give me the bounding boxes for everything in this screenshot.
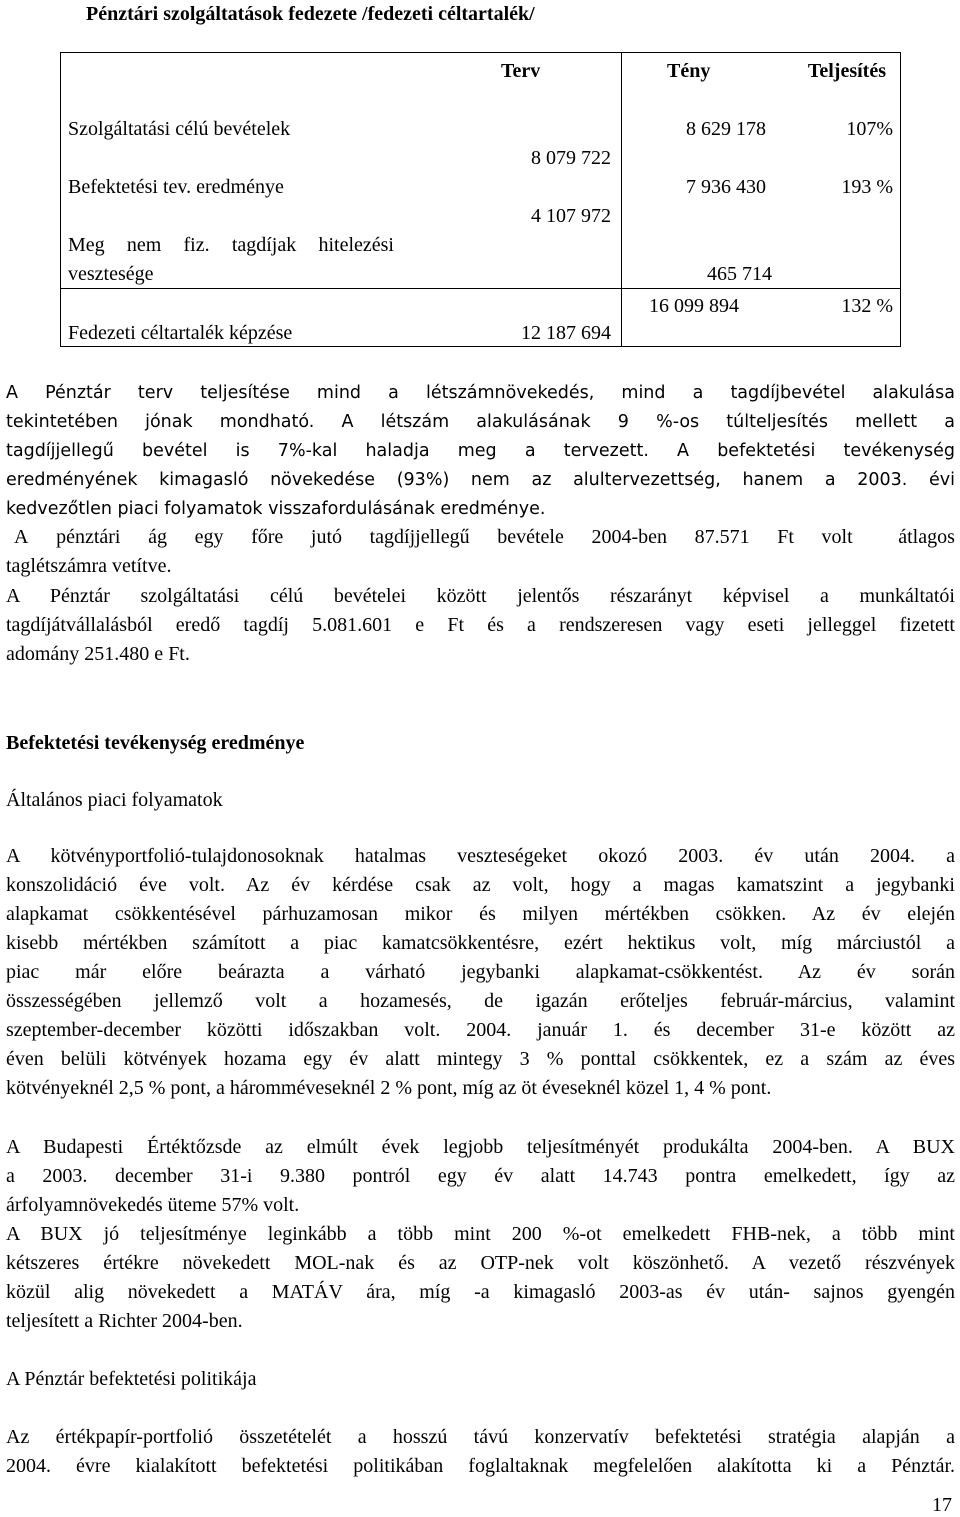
reserve-table [60, 52, 901, 347]
header-actual: Tény [667, 60, 711, 82]
text-line: szeptember-december közötti időszakban volt. 2004. január 1. és december 31-e között az [6, 1019, 955, 1041]
text-line: kisebb mértékben számított a piac kamatcsökkentésre, ezért hektikus volt, míg márciustól a [6, 932, 955, 954]
text-line: A kötvényportfolió-tulajdonosoknak hatalmas veszteségeket okozó 2003. év után 2004. a [6, 845, 955, 867]
text-line: adomány 251.480 e Ft. [6, 643, 190, 665]
text-line: taglétszámra vetítve. [6, 555, 172, 577]
table-divider [61, 288, 900, 289]
page-number: 17 [932, 1494, 952, 1516]
row-actual: 465 714 [707, 263, 772, 285]
text-line: eredményének kimagasló növekedése (93%) nem az alultervezettség, hanem a 2003. évi [6, 470, 955, 490]
subsection-title-market: Általános piaci folyamatok [6, 789, 223, 811]
text-line: 2004. évre kialakított befektetési politikában foglaltaknak megfelelően alakította ki a Pénztár. [6, 1455, 955, 1477]
text-line: kedvezőtlen piaci folyamatok visszafordulásának eredménye. [6, 499, 546, 519]
paragraph-plan-performance [6, 379, 955, 524]
row-actual: 8 629 178 [686, 118, 766, 140]
text-line: tekintetében jónak mondható. A létszám alakulásának 9 %-os túlteljesítés mellett a [6, 412, 955, 432]
row-label: Befektetési tev. eredménye [68, 176, 284, 198]
section-title-reserve: Pénztári szolgáltatások fedezete /fedezeti céltartalék/ [86, 3, 535, 25]
row-actual: 7 936 430 [686, 176, 766, 198]
text-line: alapkamat csökkentésével párhuzamosan mikor és milyen mértékben csökken. Az év elején [6, 903, 955, 925]
text-line: tagdíjjellegű bevétel is 7%-kal haladja meg a tervezett. A befektetési tevékenység [6, 441, 955, 461]
text-line: A Pénztár szolgáltatási célú bevételei között jelentős részarányt képvisel a munkáltatói [6, 585, 955, 607]
row-actual: 16 099 894 [649, 295, 739, 317]
row-plan: 12 187 694 [521, 322, 611, 344]
paragraph-portfolio [6, 1423, 955, 1481]
header-plan: Terv [501, 60, 541, 82]
row-performance: 193 % [841, 176, 893, 198]
paragraph-stock-exchange [6, 1133, 955, 1220]
text-line: a 2003. december 31-i 9.380 pontról egy év alatt 14.743 pontra emelkedett, így az [6, 1165, 955, 1187]
row-performance: 132 % [841, 295, 893, 317]
text-line: A pénztári ág egy főre jutó tagdíjjellegű bevétele 2004-ben 87.571 Ft volt átlagos [14, 526, 955, 548]
text-line: kétszeres értékre növekedett MOL-nak és az OTP-nek volt köszönhető. A vezető részvények [6, 1252, 955, 1274]
paragraph-bond-market [6, 842, 955, 1103]
row-label: Fedezeti céltartalék képzése [68, 322, 293, 344]
text-line: teljesített a Richter 2004-ben. [6, 1310, 243, 1332]
text-line: tagdíjátvállalásból eredő tagdíj 5.081.601 e Ft és a rendszeresen vagy eseti jelleggel fizetett [6, 614, 955, 636]
text-line: A Budapesti Értéktőzsde az elmúlt évek legjobb teljesítményét produkálta 2004-ben. A BUX [6, 1136, 955, 1158]
text-line: közül alig növekedett a MATÁV ára, míg -a kimagasló 2003-as év után- sajnos gyengén [6, 1281, 955, 1303]
row-performance: 107% [846, 118, 893, 140]
text-line: éven belüli kötvények hozama egy év alatt mintegy 3 % ponttal csökkentek, ez a szám az éves [6, 1048, 955, 1070]
subsection-title-policy: A Pénztár befektetési politikája [6, 1368, 257, 1390]
paragraph-bux-performance [6, 1220, 955, 1336]
paragraph-revenues [6, 582, 955, 669]
table-divider [621, 53, 622, 346]
row-label-line1: Meg nem fiz. tagdíjak hitelezési [68, 234, 394, 256]
text-line: kötvényeknél 2,5 % pont, a háromméveseknél 2 % pont, míg az öt éveseknél közel 1, 4 % pont. [6, 1077, 772, 1099]
header-performance: Teljesítés [807, 60, 886, 82]
text-line: A Pénztár terv teljesítése mind a létszámnövekedés, mind a tagdíjbevétel alakulása [6, 383, 955, 403]
section-title-investment: Befektetési tevékenység eredménye [6, 732, 305, 754]
row-plan: 8 079 722 [531, 147, 611, 169]
text-line: piac már előre beárazta a várható jegybanki alapkamat-csökkentést. Az év során [6, 961, 955, 983]
text-line: konszolidáció éve volt. Az év kérdése csak az volt, hogy a magas kamatszint a jegybanki [6, 874, 955, 896]
text-line: Az értékpapír-portfolió összetételét a hosszú távú konzervatív befektetési stratégia alapján a [6, 1426, 955, 1448]
row-plan: 4 107 972 [531, 205, 611, 227]
text-line: árfolyamnövekedés üteme 57% volt. [6, 1194, 300, 1216]
row-label: Szolgáltatási célú bevételek [68, 118, 291, 140]
paragraph-per-capita [6, 523, 955, 581]
row-label-line2: vesztesége [68, 263, 154, 285]
text-line: A BUX jó teljesítménye leginkább a több mint 200 %-ot emelkedett FHB-nek, a több mint [6, 1223, 955, 1245]
text-line: összességében jellemző volt a hozamesés, de igazán erőteljes február-március, valamint [6, 990, 955, 1012]
